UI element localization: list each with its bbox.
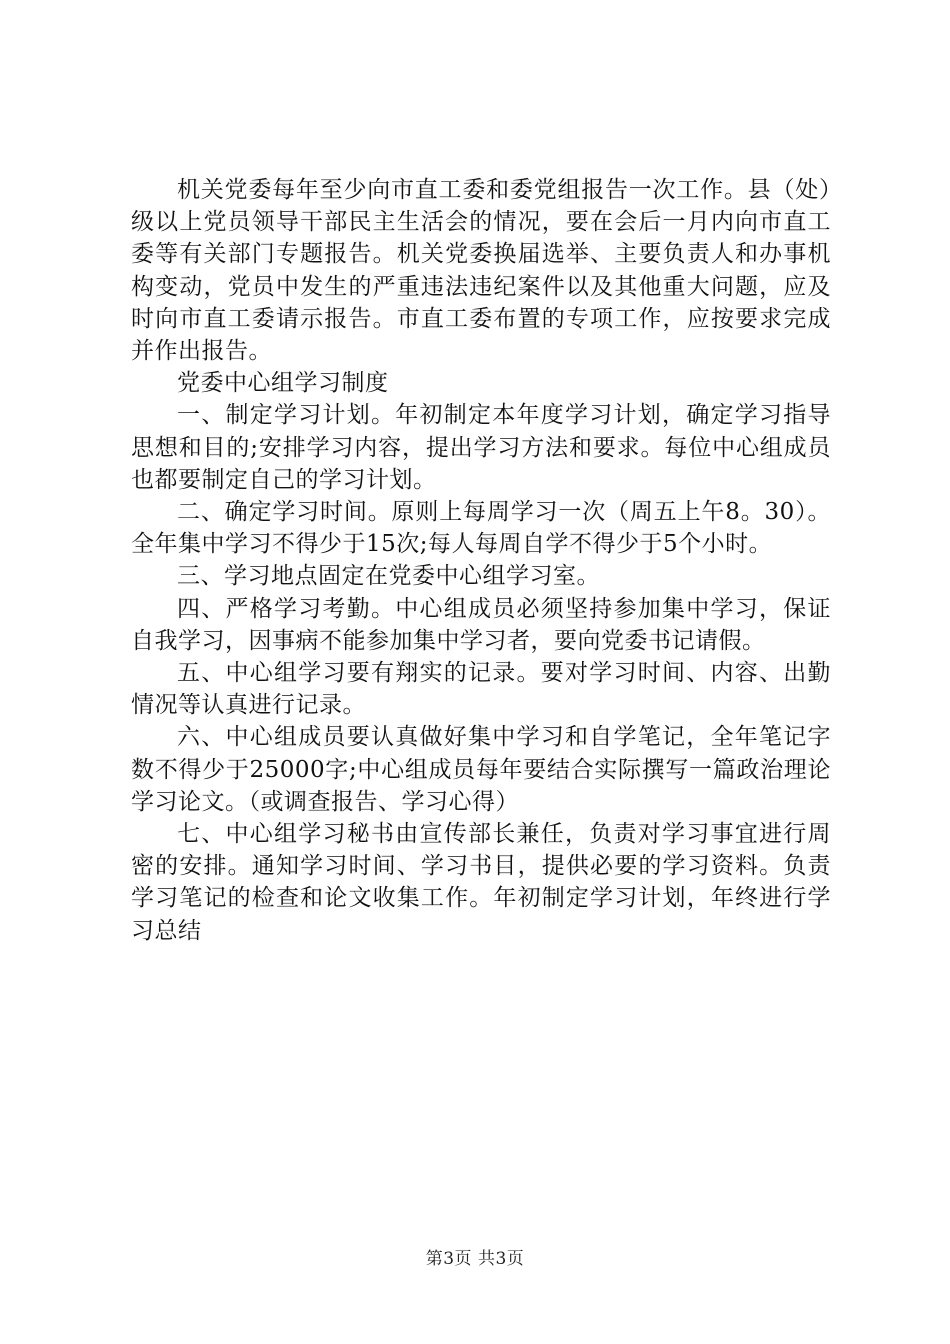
- paragraph-notes: 六、中心组成员要认真做好集中学习和自学笔记，全年笔记字数不得少于25000字;中心组成员每年要结合实际撰写一篇政治理论学习论文。（或调查报告、学习心得）: [131, 724, 831, 815]
- paragraph-attendance: 四、严格学习考勤。中心组成员必须坚持参加集中学习，保证自我学习，因事病不能参加集中学习者，要向党委书记请假。: [131, 595, 831, 654]
- paragraph-records: 五、中心组学习要有翔实的记录。要对学习时间、内容、出勤情况等认真进行记录。: [131, 660, 831, 719]
- paragraph-report-requirements: 机关党委每年至少向市直工委和委党组报告一次工作。县（处）级以上党员领导干部民主生活会的情况，要在会后一月内向市直工委等有关部门专题报告。机关党委换届选举、主要负责人和办事机构变动，党员中发生的严重违法违纪案件以及其他重大问题，应及时向市直工委请示报告。市直工委布置的专项工作，应按要求完成并作出报告。: [131, 177, 831, 365]
- document-body: [131, 174, 831, 947]
- paragraph-study-time: 二、确定学习时间。原则上每周学习一次（周五上午8。30）。全年集中学习不得少于15次;每人每周自学不得少于5个小时。: [131, 499, 831, 558]
- section-heading-study-system: 党委中心组学习制度: [177, 370, 389, 397]
- page-number-footer: 第3页 共3页: [425, 1249, 525, 1269]
- paragraph-secretary: 七、中心组学习秘书由宣传部长兼任，负责对学习事宜进行周密的安排。通知学习时间、学习书目，提供必要的学习资料。负责学习笔记的检查和论文收集工作。年初制定学习计划，年终进行学习总结: [131, 821, 831, 944]
- paragraph-study-plan: 一、制定学习计划。年初制定本年度学习计划，确定学习指导思想和目的;安排学习内容，提出学习方法和要求。每位中心组成员也都要制定自己的学习计划。: [131, 402, 831, 493]
- paragraph-study-location: 三、学习地点固定在党委中心组学习室。: [177, 563, 600, 590]
